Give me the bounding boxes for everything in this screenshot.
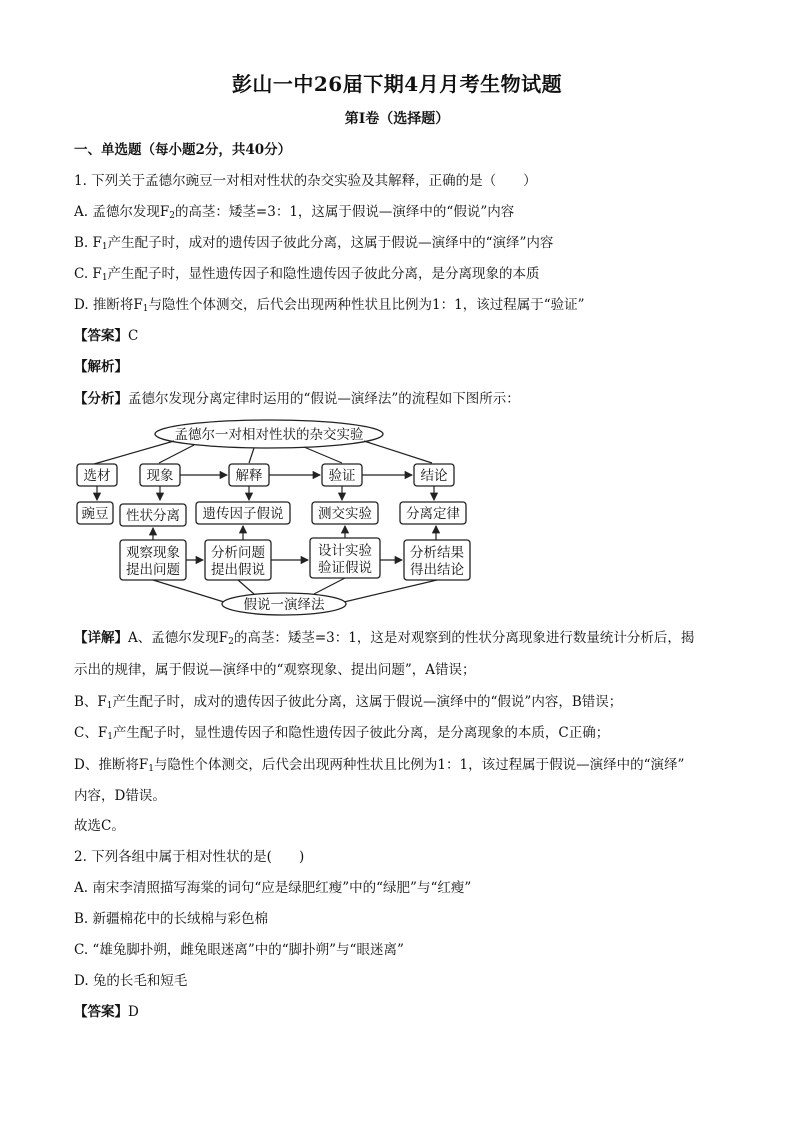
flow-label: 验证假说 [318,560,372,576]
flow-line [153,580,224,602]
flow-label: 豌豆 [81,506,109,522]
flow-line [364,441,432,463]
flow-label: 结论 [420,468,448,484]
flow-label: 现象 [146,468,174,484]
q1-option-b: B. $F_1$产生配子时，成对的遗传因子彼此分离，这属于假说—演绎中的“演绎”内容 [74,235,554,252]
q1-option-a: A. 孟德尔发现$F_2$的高茎：矮茎=3：1，这属于假说—演绎中的“假说”内容 [74,204,515,221]
flow-top-label: 孟德尔一对相对性状的杂交实验 [174,427,364,443]
q1-detail-3: C、$F_1$产生配子时，显性遗传因子和隐性遗传因子彼此分离，是分离现象的本质，C正确； [74,725,610,742]
flow-line [159,445,194,463]
q2-answer: 【答案】D [74,1004,139,1020]
flow-label: 分析问题 [211,545,265,561]
section-heading: 一、单选题（每小题2分，共40分） [74,142,292,158]
flow-line [314,578,345,594]
q1-detail-4b: 内容，D错误。 [74,788,166,804]
q1-detail-1: 【详解】A、孟德尔发现$F_2$的高茎：矮茎=3：1，这是对观察到的性状分离现象进行数量统计分析后，揭 [74,630,695,647]
flow-label: 提出问题 [126,562,180,578]
q1-option-d: D. 推断将$F_1$与隐性个体测交，后代会出现两种性状且比例为1：1，该过程属于“验证” [74,297,585,314]
flow-bottom-label: 假说一演绎法 [243,597,325,613]
flow-label: 测交实验 [318,506,372,522]
hypothesis-deduction-flowchart [74,416,474,616]
q1-detail-1b: 示出的规律，属于假说—演绎中的“观察现象、提出问题”，A错误； [74,662,476,678]
flow-label: 分离定律 [406,506,460,522]
q2-option-d: D. 兔的长毛和短毛 [74,973,188,989]
flow-label: 设计实验 [318,543,372,559]
flow-label: 验证 [328,468,356,484]
q1-answer: 【答案】C [74,328,139,344]
q2-stem: 2. 下列各组中属于相对性状的是( ) [74,849,305,865]
flow-line [249,448,254,463]
q1-detail-4: D、推断将$F_1$与隐性个体测交，后代会出现两种性状且比例为1：1，该过程属于假说—演绎中的“演绎” [74,757,685,774]
flow-line [94,441,174,464]
flow-label: 提出假说 [211,562,265,578]
q1-option-c: C. $F_1$产生配子时，显性遗传因子和隐性遗传因子彼此分离，是分离现象的本质 [74,266,540,283]
q1-detail-2: B、$F_1$产生配子时，成对的遗传因子彼此分离，这属于假说—演绎中的“假说”内容，B错误； [74,694,623,711]
flow-label: 遗传因子假说 [202,506,284,522]
flow-label: 得出结论 [410,562,464,578]
flow-label: 性状分离 [126,508,180,524]
flow-label: 选材 [83,468,111,484]
flow-label: 解释 [235,468,263,484]
q1-fenxi: 【分析】孟德尔发现分离定律时运用的“假说—演绎法”的流程如下图所示： [74,391,520,407]
q2-option-b: B. 新疆棉花中的长绒棉与彩色棉 [74,911,269,927]
flow-label: 分析结果 [410,545,464,561]
q2-option-c: C. “雄兔脚扑朔，雌兔眼迷离”中的“脚扑朔”与“眼迷离” [74,942,404,958]
q1-conclusion: 故选C。 [74,818,125,834]
flow-line [304,447,342,463]
q1-analysis-label: 【解析】 [74,359,128,375]
page-title: 彭山一中26届下期4月月考生物试题 [231,72,563,96]
page-subtitle: 第Ⅰ卷（选择题） [344,111,450,127]
flow-line [344,580,437,602]
q1-stem: 1. 下列关于孟德尔豌豆一对相对性状的杂交实验及其解释，正确的是（ ） [74,173,537,189]
flow-label: 观察现象 [126,545,180,561]
q2-option-a: A. 南宋李清照描写海棠的词句“应是绿肥红瘦”中的“绿肥”与“红瘦” [74,880,472,896]
flow-line [238,580,254,594]
